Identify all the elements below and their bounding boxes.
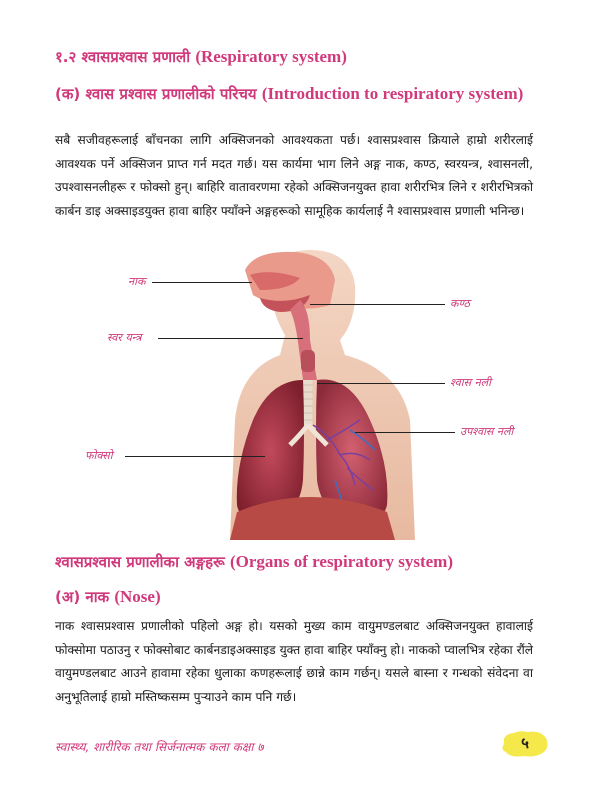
- organs-heading-np: श्वासप्रश्वास प्रणालीका अङ्गहरू: [55, 553, 225, 571]
- leader-throat: [310, 304, 445, 305]
- respiratory-diagram: [55, 250, 545, 540]
- nose-heading-en: (Nose): [114, 587, 161, 606]
- label-larynx: स्वर यन्त्र: [107, 331, 142, 344]
- leader-larynx: [158, 338, 303, 339]
- label-bronchi: उपश्वास नली: [460, 425, 514, 438]
- nose-paragraph: नाक श्वासप्रश्वास प्रणालीको पहिलो अङ्ग हो। यसको मुख्य काम वायुमण्डलबाट अक्सिजनयुक्त हावालाई फोक्सोमा पठाउनु र फोक्सोबाट कार्बनडाइअक्साइड युक्त हावा बाहिर फ्याँक्नु हो। नाकको प्वालभित्र रहेका रौंले वायुमण्डलबाट आउने हावामा रहेका धुलाका कणहरूलाई छान्ने काम गर्छन्। यसले बास्ना र गन्धको संवेदना वा अनुभूतिलाई हाम्रो मस्तिष्कसम्म पुऱ्याउने काम पनि गर्छ।: [55, 619, 533, 704]
- intro-paragraph: सबै सजीवहरूलाई बाँचनका लागि अक्सिजनको आवश्यकता पर्छ। श्वासप्रश्वास क्रियाले हाम्रो शरीरलाई आवश्यक पर्ने अक्सिजन प्राप्त गर्न मदत गर्छ। यस कार्यमा भाग लिने अङ्ग नाक, कण्ठ, स्वरयन्त्र, श्वासनली, उपश्वासनलीहरू र फोक्सो हुन्। बाहिरि वातावरणमा रहेको अक्सिजनयुक्त हावा शरीरभित्र लिने र शरीरभित्रको कार्बन डाइ अक्साइडयुक्त हावा बाहिर फ्याँक्ने अङ्गहरूको सामूहिक कार्यलाई नै श्वासप्रश्वास प्रणाली भनिन्छ।: [55, 133, 533, 218]
- page-number: ५: [521, 734, 529, 752]
- intro-heading-np: (क) श्वास प्रश्वास प्रणालीको परिचय: [55, 85, 257, 103]
- section-heading-np: १.२ श्वासप्रश्वास प्रणाली: [55, 48, 191, 66]
- organs-heading: [55, 552, 453, 572]
- footer-book-title: स्वास्थ्य, शारीरिक तथा सिर्जनात्मक कला कक्षा ७: [55, 740, 264, 754]
- leader-bronchi: [355, 432, 455, 433]
- trachea: [303, 380, 313, 425]
- intro-heading: [55, 83, 535, 105]
- label-nose: नाक: [128, 275, 146, 288]
- leader-lungs: [125, 456, 265, 457]
- label-trachea: श्वास नली: [450, 376, 491, 389]
- organs-heading-en: (Organs of respiratory system): [230, 552, 454, 571]
- intro-heading-en: (Introduction to respiratory system): [261, 84, 524, 103]
- larynx-shape: [301, 350, 315, 372]
- label-throat: कण्ठ: [450, 297, 470, 310]
- leader-nose: [152, 282, 252, 283]
- leader-trachea: [317, 383, 445, 384]
- respiratory-system-figure: [55, 250, 545, 540]
- section-heading-en: (Respiratory system): [195, 47, 347, 66]
- page-number-badge: [500, 730, 550, 758]
- section-heading: [55, 47, 347, 67]
- nose-heading-np: (अ) नाक: [55, 588, 110, 606]
- label-lungs: फोक्सो: [85, 449, 113, 462]
- nose-heading: [55, 587, 161, 607]
